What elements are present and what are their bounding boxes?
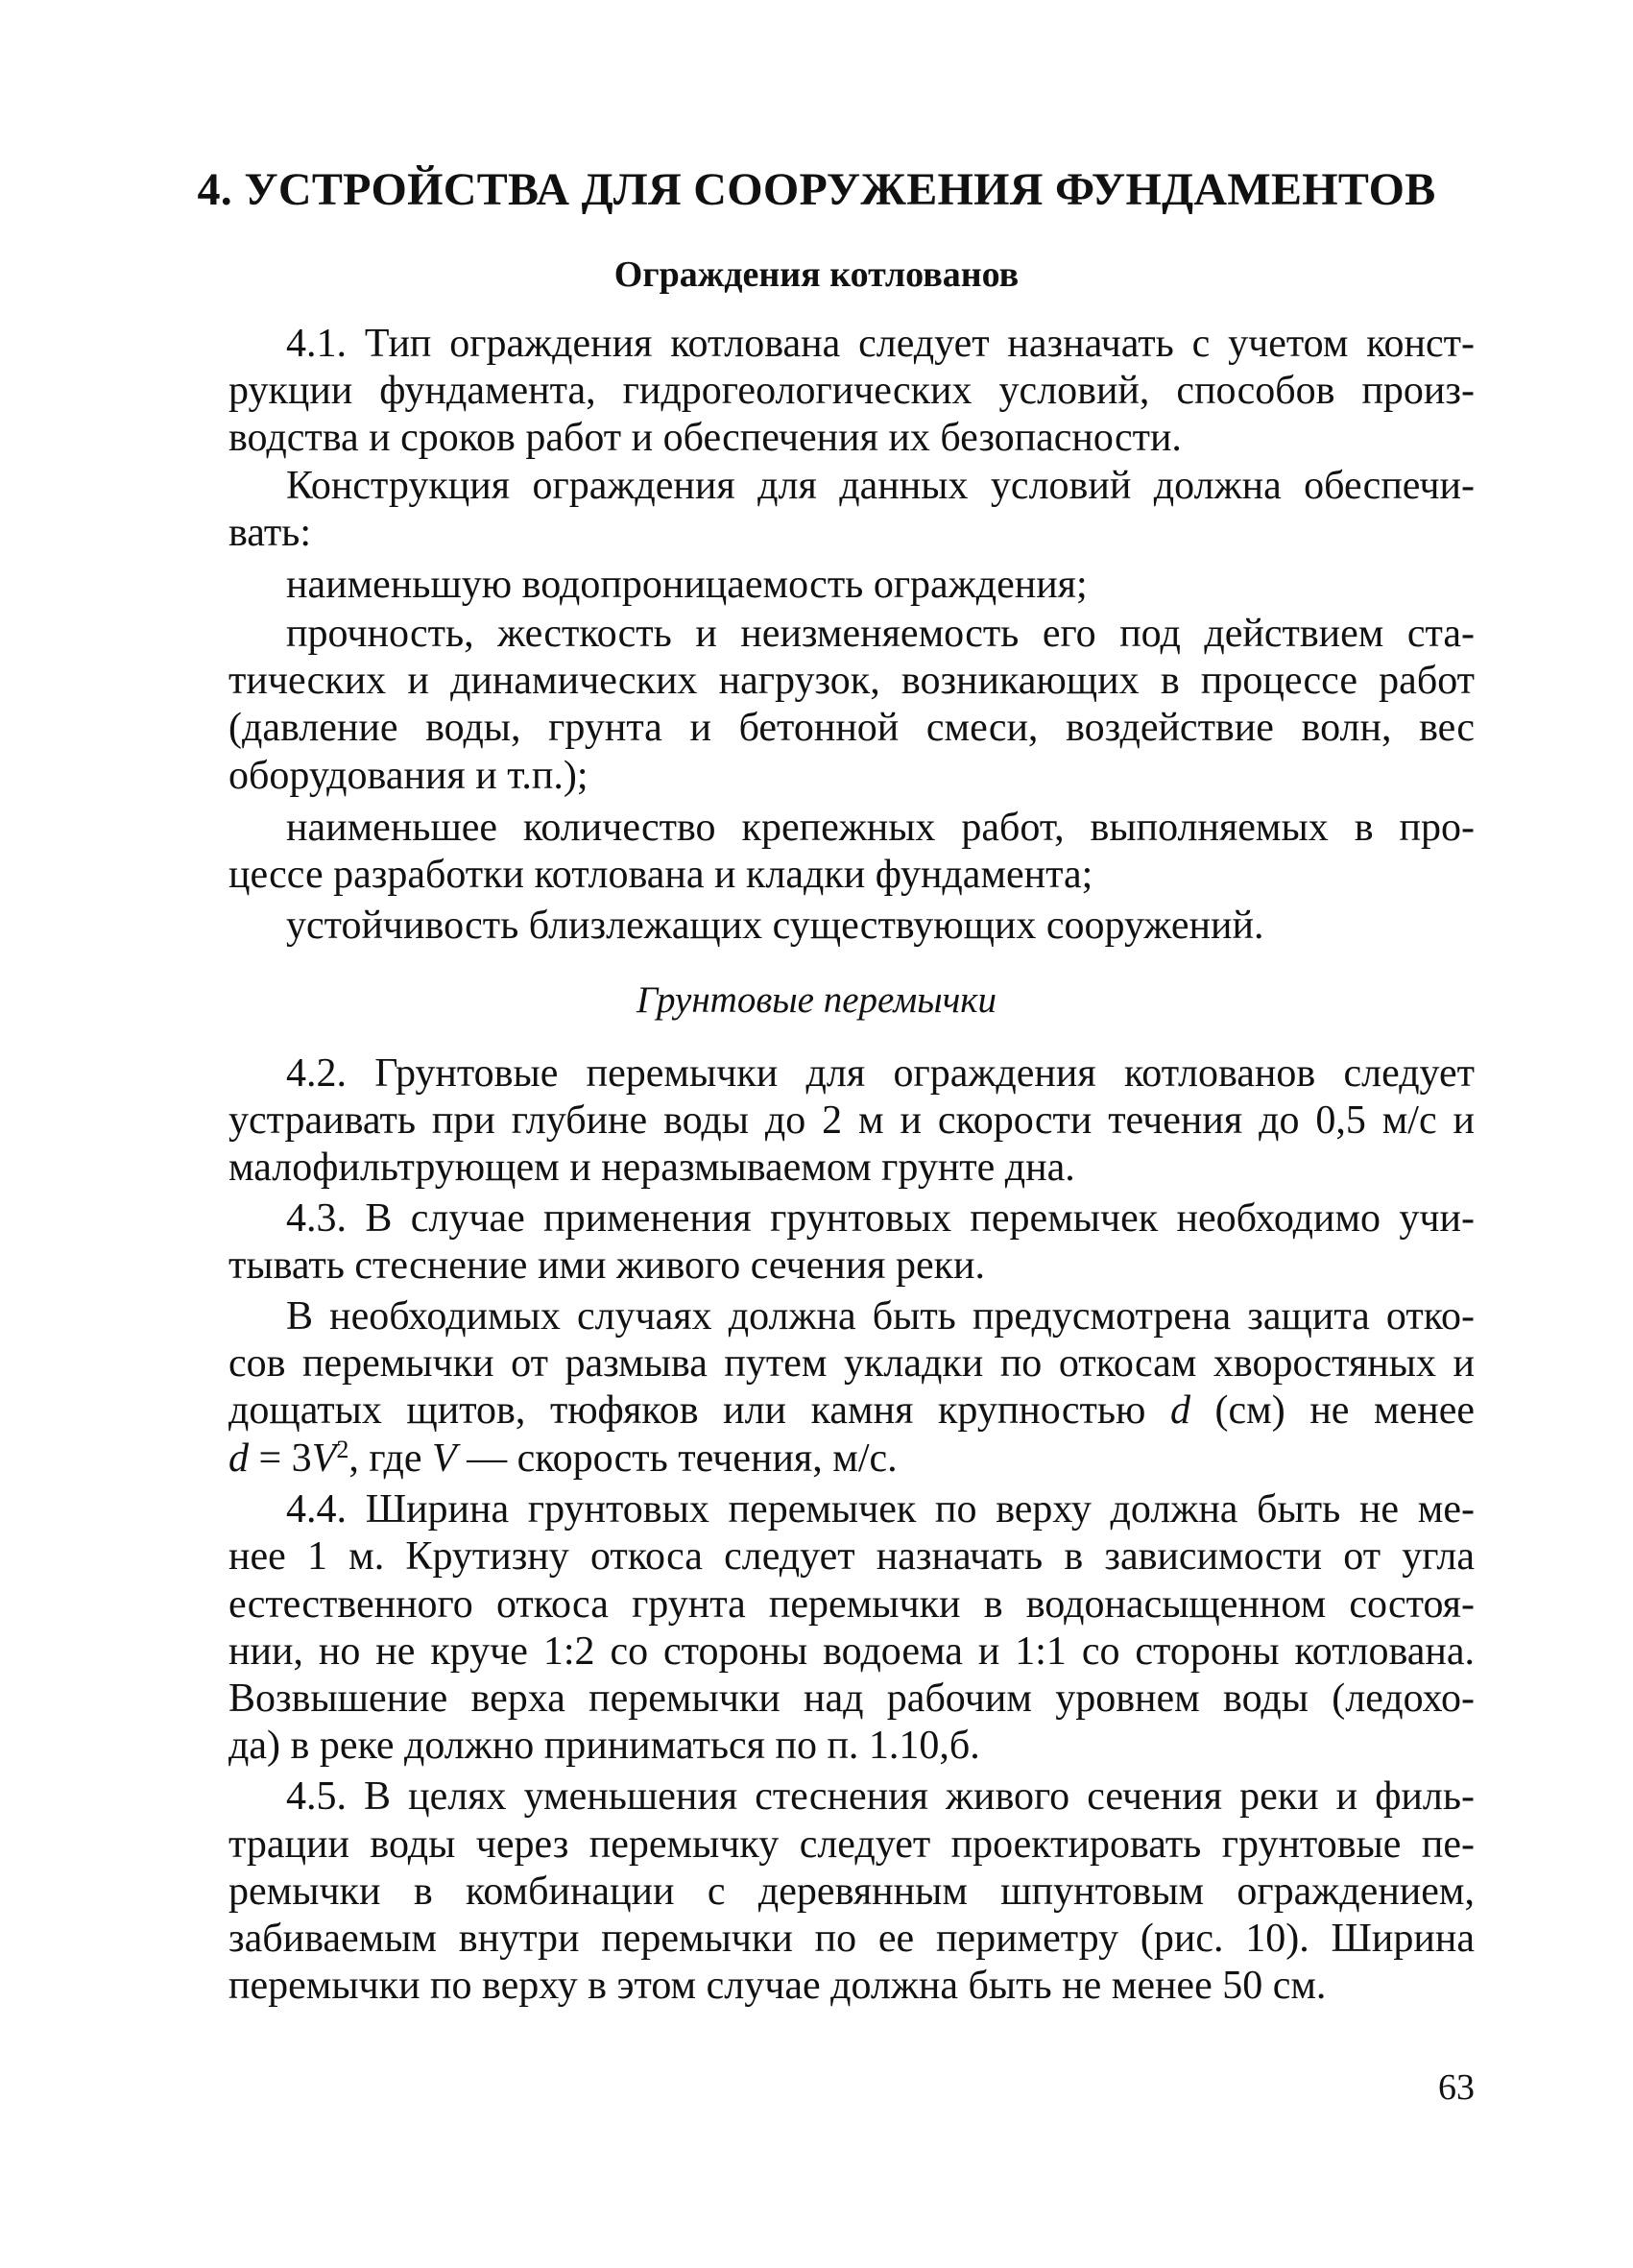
text-line: тических и динамических нагрузок, возникающих в процессе работ (228, 659, 1475, 703)
section-heading-earth-cofferdams: Грунтовые перемычки (636, 979, 997, 1021)
text-line: устраивать при глубине воды до 2 м и скорости течения до 0,5 м/с и (228, 1098, 1475, 1143)
page-number: 63 (1438, 2067, 1475, 2108)
text-line: (давление воды, грунта и бетонной смеси, воздействие волн, вес (228, 706, 1475, 750)
formula-line (228, 1436, 1475, 1483)
text-line-with-variable (228, 1387, 1475, 1435)
list-item: прочность, жесткость и неизменяемость его под действием ста- (286, 612, 1475, 656)
text-fragment: = 3 (249, 1436, 312, 1481)
text-line: нии, но не круче 1:2 со стороны водоема и 1:1 со стороны котлована. (228, 1629, 1475, 1674)
text-fragment: , где (348, 1436, 432, 1481)
text-line: тывать стеснение ими живого сечения реки. (228, 1243, 986, 1288)
text-line: Возвышение верха перемычки над рабочим уровнем воды (ледохо- (228, 1677, 1475, 1721)
text-line: В необходимых случаях должна быть предусмотрена защита отко- (286, 1294, 1475, 1339)
text-line: водства и сроков работ и обеспечения их безопасности. (228, 416, 1182, 460)
list-item: наименьшее количество крепежных работ, выполняемых в про- (286, 806, 1475, 850)
text-line: Конструкция ограждения для данных условий должна обеспечи- (286, 464, 1475, 508)
list-item: устойчивость близлежащих существующих сооружений. (286, 904, 1264, 948)
text-fragment: (см) не менее (1189, 1388, 1475, 1433)
list-item: наименьшую водопроницаемость ограждения; (286, 563, 1088, 607)
text-line: естественного откоса грунта перемычки в водонасыщенном состоя- (228, 1582, 1475, 1627)
text-fragment: дощатых щитов, тюфяков или камня крупностью (228, 1388, 1170, 1433)
variable-v: V (432, 1436, 457, 1481)
text-line: да) в реке должно приниматься по п. 1.10,б. (228, 1724, 980, 1768)
text-fragment: — скорость течения, м/с. (456, 1436, 898, 1481)
chapter-title: 4. УСТРОЙСТВА ДЛЯ СООРУЖЕНИЯ ФУНДАМЕНТОВ (197, 164, 1436, 215)
section-heading-excavation-fencing: Ограждения котлованов (613, 254, 1020, 295)
text-line: 4.3. В случае применения грунтовых перемычек необходимо учи- (286, 1196, 1475, 1241)
text-line: 4.4. Ширина грунтовых перемычек по верху должна быть не ме- (286, 1487, 1475, 1532)
variable-d: d (228, 1436, 249, 1481)
text-line: трации воды через перемычку следует проектировать грунтовые пе- (228, 1822, 1475, 1867)
variable-v: V (311, 1436, 337, 1481)
text-line: забиваемым внутри перемычки по ее периметру (рис. 10). Ширина (228, 1917, 1475, 1961)
text-line: нее 1 м. Крутизну откоса следует назначать в зависимости от угла (228, 1534, 1475, 1579)
text-line: ремычки в комбинации с деревянным шпунтовым ограждением, (228, 1870, 1475, 1914)
text-line: перемычки по верху в этом случае должна быть не менее 50 см. (228, 1964, 1327, 2008)
exponent: 2 (336, 1436, 349, 1463)
text-line: 4.1. Тип ограждения котлована следует назначать с учетом конст- (286, 322, 1475, 366)
text-line: оборудования и т.п.); (228, 754, 588, 798)
text-line: цессе разработки котлована и кладки фундамента; (228, 853, 1093, 897)
text-line: рукции фундамента, гидрогеологических условий, способов произ- (228, 369, 1475, 413)
text-line: 4.2. Грунтовые перемычки для ограждения котлованов следует (286, 1051, 1475, 1096)
text-line: малофильтрующем и неразмываемом грунте дна. (228, 1146, 1075, 1190)
text-line: вать: (228, 511, 312, 555)
variable-d: d (1169, 1388, 1190, 1433)
text-line: 4.5. В целях уменьшения стеснения живого сечения реки и филь- (286, 1774, 1475, 1819)
text-line: сов перемычки от размыва путем укладки по откосам хворостяных и (228, 1341, 1475, 1386)
